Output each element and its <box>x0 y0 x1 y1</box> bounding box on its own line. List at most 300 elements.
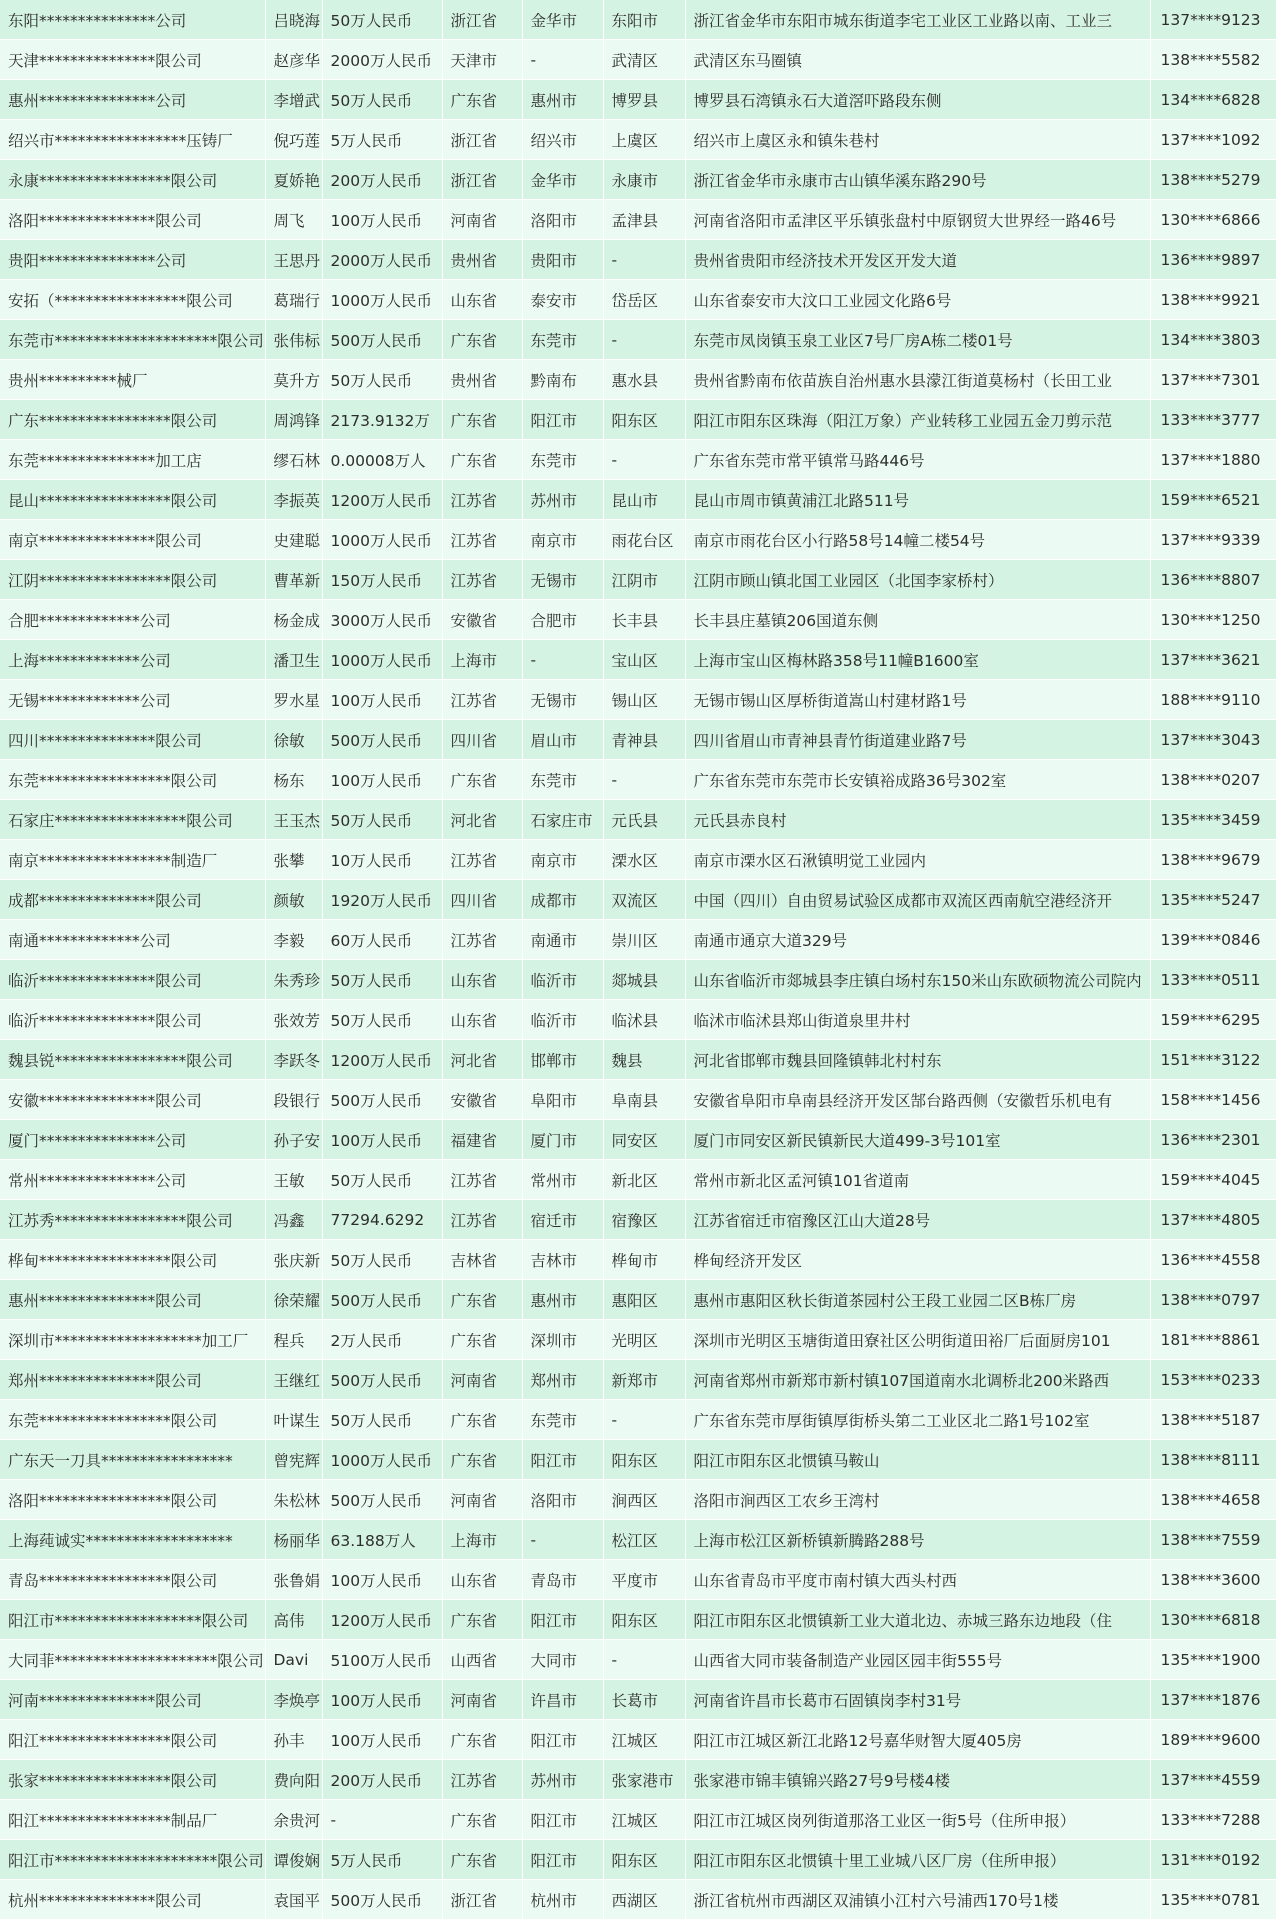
city-cell: 阳江市 <box>522 1840 603 1880</box>
table-row <box>0 560 1276 600</box>
phone-cell: 138****9921 <box>1150 280 1276 320</box>
address-cell: 元氏县赤良村 <box>685 800 1150 840</box>
phone-cell: 137****3621 <box>1150 640 1276 680</box>
table-row <box>0 1840 1276 1880</box>
city-cell: 眉山市 <box>522 720 603 760</box>
phone-cell: 135****0781 <box>1150 1880 1276 1920</box>
company-name-cell: 南通*************公司 <box>0 920 265 960</box>
company-name-cell: 东莞市*********************限公司 <box>0 320 265 360</box>
city-cell: 青岛市 <box>522 1560 603 1600</box>
city-cell: 南京市 <box>522 520 603 560</box>
province-cell: 江苏省 <box>442 480 522 520</box>
address-cell: 贵州省贵阳市经济技术开发区开发大道 <box>685 240 1150 280</box>
city-cell: 郑州市 <box>522 1360 603 1400</box>
company-name-cell: 成都***************限公司 <box>0 880 265 920</box>
address-cell: 桦甸经济开发区 <box>685 1240 1150 1280</box>
city-cell: 许昌市 <box>522 1680 603 1720</box>
district-cell: 宝山区 <box>603 640 685 680</box>
city-cell: 阳江市 <box>522 1440 603 1480</box>
address-cell: 厦门市同安区新民镇新民大道499-3号101室 <box>685 1120 1150 1160</box>
province-cell: 浙江省 <box>442 1880 522 1920</box>
company-name-cell: 阳江*****************制品厂 <box>0 1800 265 1840</box>
phone-cell: 137****3043 <box>1150 720 1276 760</box>
province-cell: 四川省 <box>442 880 522 920</box>
city-cell: 成都市 <box>522 880 603 920</box>
table-row <box>0 1720 1276 1760</box>
table-row <box>0 1320 1276 1360</box>
phone-cell: 136****8807 <box>1150 560 1276 600</box>
address-cell: 阳江市阳东区北惯镇十里工业城八区厂房（住所申报） <box>685 1840 1150 1880</box>
city-cell: 惠州市 <box>522 1280 603 1320</box>
registered-capital-cell: - <box>322 1800 442 1840</box>
city-cell: 深圳市 <box>522 1320 603 1360</box>
legal-rep-cell: 周飞 <box>265 200 322 240</box>
legal-rep-cell: 周鸿锋 <box>265 400 322 440</box>
registered-capital-cell: 50万人民币 <box>322 0 442 40</box>
table-row <box>0 40 1276 80</box>
district-cell: 阳东区 <box>603 1600 685 1640</box>
city-cell: 阜阳市 <box>522 1080 603 1120</box>
city-cell: 阳江市 <box>522 400 603 440</box>
city-cell: 南京市 <box>522 840 603 880</box>
table-row <box>0 120 1276 160</box>
registered-capital-cell: 100万人民币 <box>322 680 442 720</box>
address-cell: 东莞市凤岗镇玉泉工业区7号厂房A栋二楼01号 <box>685 320 1150 360</box>
province-cell: 广东省 <box>442 1440 522 1480</box>
legal-rep-cell: 徐敏 <box>265 720 322 760</box>
registered-capital-cell: 2万人民币 <box>322 1320 442 1360</box>
company-name-cell: 江阴*****************限公司 <box>0 560 265 600</box>
city-cell: 南通市 <box>522 920 603 960</box>
address-cell: 贵州省黔南布依苗族自治州惠水县濛江街道莫杨村（长田工业 <box>685 360 1150 400</box>
address-cell: 河北省邯郸市魏县回隆镇韩北村村东 <box>685 1040 1150 1080</box>
address-cell: 山东省泰安市大汶口工业园文化路6号 <box>685 280 1150 320</box>
district-cell: 惠阳区 <box>603 1280 685 1320</box>
company-name-cell: 江苏秀*****************限公司 <box>0 1200 265 1240</box>
district-cell: 孟津县 <box>603 200 685 240</box>
district-cell: - <box>603 1640 685 1680</box>
legal-rep-cell: 罗水星 <box>265 680 322 720</box>
company-name-cell: 广东*****************限公司 <box>0 400 265 440</box>
city-cell: 贵阳市 <box>522 240 603 280</box>
province-cell: 广东省 <box>442 1320 522 1360</box>
province-cell: 山东省 <box>442 960 522 1000</box>
phone-cell: 137****9123 <box>1150 0 1276 40</box>
company-name-cell: 阳江市*******************限公司 <box>0 1600 265 1640</box>
legal-rep-cell: 王思丹 <box>265 240 322 280</box>
registered-capital-cell: 500万人民币 <box>322 1480 442 1520</box>
registered-capital-cell: 200万人民币 <box>322 160 442 200</box>
company-name-cell: 临沂***************限公司 <box>0 960 265 1000</box>
address-cell: 阳江市阳东区北惯镇新工业大道北边、赤城三路东边地段（住 <box>685 1600 1150 1640</box>
legal-rep-cell: 李振英 <box>265 480 322 520</box>
registered-capital-cell: 77294.6292 <box>322 1200 442 1240</box>
province-cell: 天津市 <box>442 40 522 80</box>
legal-rep-cell: 葛瑞行 <box>265 280 322 320</box>
city-cell: 黔南布 <box>522 360 603 400</box>
district-cell: 上虞区 <box>603 120 685 160</box>
province-cell: 江苏省 <box>442 680 522 720</box>
company-name-cell: 安徽***************限公司 <box>0 1080 265 1120</box>
province-cell: 河南省 <box>442 1680 522 1720</box>
phone-cell: 138****5582 <box>1150 40 1276 80</box>
city-cell: 阳江市 <box>522 1720 603 1760</box>
district-cell: 平度市 <box>603 1560 685 1600</box>
phone-cell: 139****0846 <box>1150 920 1276 960</box>
legal-rep-cell: 余贵河 <box>265 1800 322 1840</box>
district-cell: - <box>603 760 685 800</box>
phone-cell: 151****3122 <box>1150 1040 1276 1080</box>
district-cell: 宿豫区 <box>603 1200 685 1240</box>
company-name-cell: 东莞*****************限公司 <box>0 760 265 800</box>
company-name-cell: 洛阳*****************限公司 <box>0 1480 265 1520</box>
address-cell: 南京市雨花台区小行路58号14幢二楼54号 <box>685 520 1150 560</box>
address-cell: 阳江市江城区岗列街道那洛工业区一街5号（住所申报） <box>685 1800 1150 1840</box>
address-cell: 河南省许昌市长葛市石固镇岗李村31号 <box>685 1680 1150 1720</box>
company-name-cell: 贵阳***************公司 <box>0 240 265 280</box>
province-cell: 安徽省 <box>442 600 522 640</box>
company-name-cell: 东莞*****************限公司 <box>0 1400 265 1440</box>
table-row <box>0 440 1276 480</box>
province-cell: 浙江省 <box>442 120 522 160</box>
legal-rep-cell: 夏娇艳 <box>265 160 322 200</box>
phone-cell: 181****8861 <box>1150 1320 1276 1360</box>
legal-rep-cell: 孙子安 <box>265 1120 322 1160</box>
province-cell: 江苏省 <box>442 1200 522 1240</box>
province-cell: 江苏省 <box>442 1760 522 1800</box>
province-cell: 江苏省 <box>442 920 522 960</box>
province-cell: 广东省 <box>442 320 522 360</box>
city-cell: 合肥市 <box>522 600 603 640</box>
company-name-cell: 杭州***************限公司 <box>0 1880 265 1920</box>
company-name-cell: 昆山*****************限公司 <box>0 480 265 520</box>
registered-capital-cell: 150万人民币 <box>322 560 442 600</box>
phone-cell: 138****7559 <box>1150 1520 1276 1560</box>
legal-rep-cell: 吕晓海 <box>265 0 322 40</box>
city-cell: 苏州市 <box>522 1760 603 1800</box>
address-cell: 中国（四川）自由贸易试验区成都市双流区西南航空港经济开 <box>685 880 1150 920</box>
company-name-cell: 常州***************公司 <box>0 1160 265 1200</box>
address-cell: 浙江省杭州市西湖区双浦镇小江村六号浦西170号1楼 <box>685 1880 1150 1920</box>
legal-rep-cell: 段银行 <box>265 1080 322 1120</box>
phone-cell: 159****6295 <box>1150 1000 1276 1040</box>
district-cell: 新郑市 <box>603 1360 685 1400</box>
phone-cell: 131****0192 <box>1150 1840 1276 1880</box>
phone-cell: 137****4805 <box>1150 1200 1276 1240</box>
address-cell: 浙江省金华市东阳市城东街道李宅工业区工业路以南、工业三 <box>685 0 1150 40</box>
company-name-cell: 贵州**********械厂 <box>0 360 265 400</box>
company-name-cell: 合肥*************公司 <box>0 600 265 640</box>
address-cell: 惠州市惠阳区秋长街道茶园村公王段工业园二区B栋厂房 <box>685 1280 1150 1320</box>
address-cell: 山东省临沂市郯城县李庄镇白场村东150米山东欧硕物流公司院内 <box>685 960 1150 1000</box>
address-cell: 河南省洛阳市孟津区平乐镇张盘村中原钢贸大世界经一路46号 <box>685 200 1150 240</box>
registered-capital-cell: 50万人民币 <box>322 1160 442 1200</box>
province-cell: 广东省 <box>442 80 522 120</box>
table-row <box>0 1240 1276 1280</box>
city-cell: - <box>522 1520 603 1560</box>
province-cell: 广东省 <box>442 1800 522 1840</box>
registered-capital-cell: 50万人民币 <box>322 1240 442 1280</box>
address-cell: 阳江市阳东区北惯镇马鞍山 <box>685 1440 1150 1480</box>
legal-rep-cell: 杨东 <box>265 760 322 800</box>
province-cell: 山西省 <box>442 1640 522 1680</box>
city-cell: 杭州市 <box>522 1880 603 1920</box>
registered-capital-cell: 500万人民币 <box>322 1360 442 1400</box>
table-row <box>0 280 1276 320</box>
registered-capital-cell: 5100万人民币 <box>322 1640 442 1680</box>
legal-rep-cell: 朱秀珍 <box>265 960 322 1000</box>
city-cell: 绍兴市 <box>522 120 603 160</box>
phone-cell: 137****1092 <box>1150 120 1276 160</box>
district-cell: 涧西区 <box>603 1480 685 1520</box>
province-cell: 广东省 <box>442 1840 522 1880</box>
legal-rep-cell: 孙丰 <box>265 1720 322 1760</box>
company-name-cell: 洛阳***************限公司 <box>0 200 265 240</box>
legal-rep-cell: 张鲁娟 <box>265 1560 322 1600</box>
phone-cell: 136****9897 <box>1150 240 1276 280</box>
district-cell: - <box>603 320 685 360</box>
table-row <box>0 1000 1276 1040</box>
province-cell: 江苏省 <box>442 560 522 600</box>
table-row <box>0 320 1276 360</box>
table-row <box>0 480 1276 520</box>
phone-cell: 133****3777 <box>1150 400 1276 440</box>
legal-rep-cell: 叶谋生 <box>265 1400 322 1440</box>
company-name-cell: 天津***************限公司 <box>0 40 265 80</box>
address-cell: 武清区东马圈镇 <box>685 40 1150 80</box>
province-cell: 四川省 <box>442 720 522 760</box>
company-name-cell: 南京*****************制造厂 <box>0 840 265 880</box>
table-row <box>0 1680 1276 1720</box>
phone-cell: 138****0207 <box>1150 760 1276 800</box>
province-cell: 贵州省 <box>442 360 522 400</box>
phone-cell: 133****7288 <box>1150 1800 1276 1840</box>
registered-capital-cell: 500万人民币 <box>322 1080 442 1120</box>
district-cell: 武清区 <box>603 40 685 80</box>
city-cell: 金华市 <box>522 160 603 200</box>
city-cell: 无锡市 <box>522 680 603 720</box>
address-cell: 南京市溧水区石湫镇明觉工业园内 <box>685 840 1150 880</box>
legal-rep-cell: 王敏 <box>265 1160 322 1200</box>
table-row <box>0 1880 1276 1920</box>
city-cell: 泰安市 <box>522 280 603 320</box>
district-cell: 惠水县 <box>603 360 685 400</box>
phone-cell: 153****0233 <box>1150 1360 1276 1400</box>
legal-rep-cell: 高伟 <box>265 1600 322 1640</box>
company-name-cell: 广东天一刀具***************** <box>0 1440 265 1480</box>
city-cell: 无锡市 <box>522 560 603 600</box>
district-cell: 永康市 <box>603 160 685 200</box>
company-name-cell: 惠州***************限公司 <box>0 1280 265 1320</box>
legal-rep-cell: 杨金成 <box>265 600 322 640</box>
address-cell: 阳江市江城区新江北路12号嘉华财智大厦405房 <box>685 1720 1150 1760</box>
registered-capital-cell: 60万人民币 <box>322 920 442 960</box>
table-row <box>0 1520 1276 1560</box>
province-cell: 广东省 <box>442 1720 522 1760</box>
company-name-cell: 绍兴市*****************压铸厂 <box>0 120 265 160</box>
district-cell: 江城区 <box>603 1800 685 1840</box>
address-cell: 长丰县庄墓镇206国道东侧 <box>685 600 1150 640</box>
table-row <box>0 360 1276 400</box>
phone-cell: 130****6818 <box>1150 1600 1276 1640</box>
table-row <box>0 680 1276 720</box>
table-row <box>0 1640 1276 1680</box>
address-cell: 山西省大同市装备制造产业园区园丰街555号 <box>685 1640 1150 1680</box>
table-row <box>0 1600 1276 1640</box>
province-cell: 广东省 <box>442 760 522 800</box>
address-cell: 广东省东莞市厚街镇厚街桥头第二工业区北二路1号102室 <box>685 1400 1150 1440</box>
city-cell: 东莞市 <box>522 320 603 360</box>
company-name-cell: 石家庄*****************限公司 <box>0 800 265 840</box>
registered-capital-cell: 100万人民币 <box>322 1560 442 1600</box>
city-cell: 常州市 <box>522 1160 603 1200</box>
address-cell: 博罗县石湾镇永石大道滘吓路段东侧 <box>685 80 1150 120</box>
legal-rep-cell: 李跃冬 <box>265 1040 322 1080</box>
table-row <box>0 880 1276 920</box>
legal-rep-cell: 袁国平 <box>265 1880 322 1920</box>
province-cell: 山东省 <box>442 1560 522 1600</box>
district-cell: 青神县 <box>603 720 685 760</box>
registered-capital-cell: 50万人民币 <box>322 80 442 120</box>
company-name-cell: 魏县锐*****************限公司 <box>0 1040 265 1080</box>
province-cell: 浙江省 <box>442 0 522 40</box>
phone-cell: 136****2301 <box>1150 1120 1276 1160</box>
address-cell: 阳江市阳东区珠海（阳江万象）产业转移工业园五金刀剪示范 <box>685 400 1150 440</box>
table-row <box>0 1040 1276 1080</box>
address-cell: 江阴市顾山镇北国工业园区（北国李家桥村） <box>685 560 1150 600</box>
district-cell: 光明区 <box>603 1320 685 1360</box>
district-cell: 长丰县 <box>603 600 685 640</box>
registered-capital-cell: 0.00008万人 <box>322 440 442 480</box>
registered-capital-cell: 500万人民币 <box>322 1880 442 1920</box>
table-row <box>0 0 1276 40</box>
legal-rep-cell: 王继红 <box>265 1360 322 1400</box>
address-cell: 无锡市锡山区厚桥街道嵩山村建材路1号 <box>685 680 1150 720</box>
registered-capital-cell: 50万人民币 <box>322 800 442 840</box>
registered-capital-cell: 500万人民币 <box>322 720 442 760</box>
district-cell: 桦甸市 <box>603 1240 685 1280</box>
table-row <box>0 1360 1276 1400</box>
city-cell: - <box>522 640 603 680</box>
legal-rep-cell: 潘卫生 <box>265 640 322 680</box>
legal-rep-cell: 张庆新 <box>265 1240 322 1280</box>
province-cell: 山东省 <box>442 280 522 320</box>
company-name-cell: 张家*****************限公司 <box>0 1760 265 1800</box>
phone-cell: 134****3803 <box>1150 320 1276 360</box>
legal-rep-cell: 赵彦华 <box>265 40 322 80</box>
legal-rep-cell: 杨丽华 <box>265 1520 322 1560</box>
province-cell: 上海市 <box>442 640 522 680</box>
company-name-cell: 阳江市*********************限公司 <box>0 1840 265 1880</box>
address-cell: 广东省东莞市常平镇常马路446号 <box>685 440 1150 480</box>
district-cell: - <box>603 240 685 280</box>
phone-cell: 133****0511 <box>1150 960 1276 1000</box>
phone-cell: 130****6866 <box>1150 200 1276 240</box>
province-cell: 上海市 <box>442 1520 522 1560</box>
legal-rep-cell: 张效芳 <box>265 1000 322 1040</box>
city-cell: 临沂市 <box>522 960 603 1000</box>
legal-rep-cell: 李增武 <box>265 80 322 120</box>
district-cell: 溧水区 <box>603 840 685 880</box>
address-cell: 临沭市临沭县郑山街道泉里井村 <box>685 1000 1150 1040</box>
legal-rep-cell: 徐荣耀 <box>265 1280 322 1320</box>
address-cell: 张家港市锦丰镇锦兴路27号9号楼4楼 <box>685 1760 1150 1800</box>
province-cell: 河南省 <box>442 200 522 240</box>
table-row <box>0 1440 1276 1480</box>
phone-cell: 138****9679 <box>1150 840 1276 880</box>
registered-capital-cell: 10万人民币 <box>322 840 442 880</box>
district-cell: 松江区 <box>603 1520 685 1560</box>
district-cell: - <box>603 440 685 480</box>
phone-cell: 137****4559 <box>1150 1760 1276 1800</box>
table-row <box>0 400 1276 440</box>
city-cell: 邯郸市 <box>522 1040 603 1080</box>
phone-cell: 158****1456 <box>1150 1080 1276 1120</box>
registered-capital-cell: 100万人民币 <box>322 760 442 800</box>
legal-rep-cell: 莫升方 <box>265 360 322 400</box>
city-cell: 宿迁市 <box>522 1200 603 1240</box>
district-cell: 魏县 <box>603 1040 685 1080</box>
company-name-cell: 桦甸*****************限公司 <box>0 1240 265 1280</box>
phone-cell: 189****9600 <box>1150 1720 1276 1760</box>
registered-capital-cell: 2173.9132万 <box>322 400 442 440</box>
legal-rep-cell: 曹革新 <box>265 560 322 600</box>
legal-rep-cell: 曾宪辉 <box>265 1440 322 1480</box>
table-row <box>0 760 1276 800</box>
legal-rep-cell: 倪巧莲 <box>265 120 322 160</box>
company-name-cell: 深圳市*******************加工厂 <box>0 1320 265 1360</box>
district-cell: 崇川区 <box>603 920 685 960</box>
registered-capital-cell: 2000万人民币 <box>322 40 442 80</box>
company-name-cell: 永康*****************限公司 <box>0 160 265 200</box>
table-row <box>0 240 1276 280</box>
city-cell: 临沂市 <box>522 1000 603 1040</box>
address-cell: 山东省青岛市平度市南村镇大西头村西 <box>685 1560 1150 1600</box>
table-row <box>0 520 1276 560</box>
registered-capital-cell: 1000万人民币 <box>322 1440 442 1480</box>
district-cell: 岱岳区 <box>603 280 685 320</box>
company-name-cell: 南京***************限公司 <box>0 520 265 560</box>
legal-rep-cell: Davi <box>265 1640 322 1680</box>
company-name-cell: 上海*************公司 <box>0 640 265 680</box>
district-cell: 双流区 <box>603 880 685 920</box>
phone-cell: 138****4658 <box>1150 1480 1276 1520</box>
legal-rep-cell: 费向阳 <box>265 1760 322 1800</box>
legal-rep-cell: 谭俊娴 <box>265 1840 322 1880</box>
city-cell: 苏州市 <box>522 480 603 520</box>
table-row <box>0 1200 1276 1240</box>
phone-cell: 137****9339 <box>1150 520 1276 560</box>
registered-capital-cell: 100万人民币 <box>322 1720 442 1760</box>
address-cell: 绍兴市上虞区永和镇朱巷村 <box>685 120 1150 160</box>
table-row <box>0 720 1276 760</box>
registered-capital-cell: 1200万人民币 <box>322 480 442 520</box>
address-cell: 江苏省宿迁市宿豫区江山大道28号 <box>685 1200 1150 1240</box>
legal-rep-cell: 王玉杰 <box>265 800 322 840</box>
phone-cell: 138****5279 <box>1150 160 1276 200</box>
company-name-cell: 阳江*****************限公司 <box>0 1720 265 1760</box>
province-cell: 山东省 <box>442 1000 522 1040</box>
company-name-cell: 上海莼诚实******************* <box>0 1520 265 1560</box>
province-cell: 江苏省 <box>442 840 522 880</box>
province-cell: 河南省 <box>442 1480 522 1520</box>
registered-capital-cell: 50万人民币 <box>322 960 442 1000</box>
company-name-cell: 郑州***************限公司 <box>0 1360 265 1400</box>
table-row <box>0 640 1276 680</box>
table-row <box>0 800 1276 840</box>
registered-capital-cell: 200万人民币 <box>322 1760 442 1800</box>
province-cell: 广东省 <box>442 1600 522 1640</box>
